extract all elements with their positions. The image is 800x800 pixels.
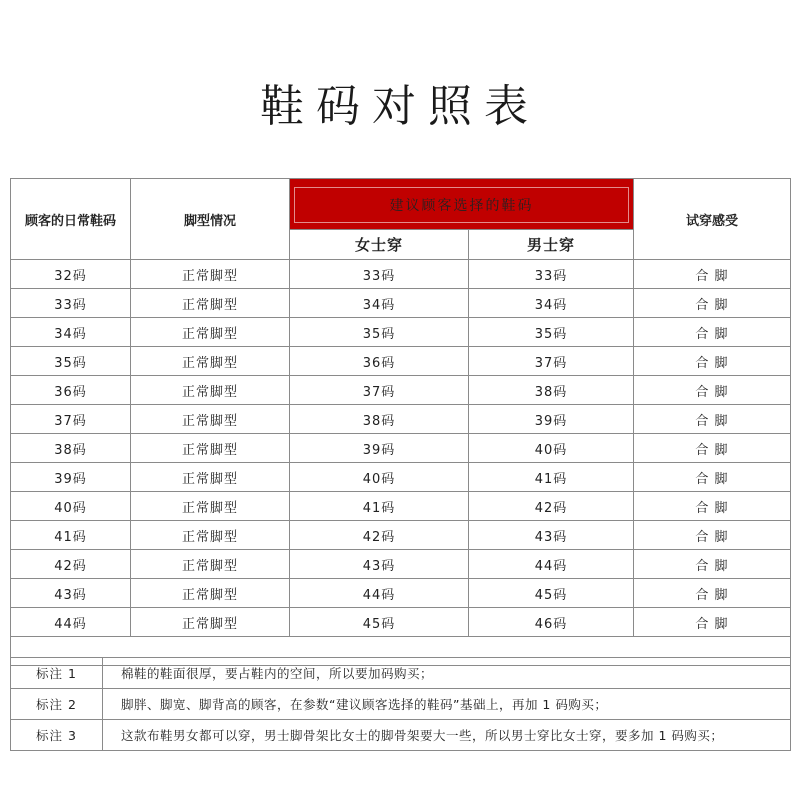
table-row [11,579,791,608]
notes-body [11,658,791,751]
table-row [11,260,791,289]
cell-women-size: 38码 [290,405,469,434]
cell-women-size: 35码 [290,318,469,347]
table-row [11,347,791,376]
note-label: 标注 1 [11,658,103,689]
cell-feel: 合 脚 [634,463,791,492]
header-women: 女士穿 [290,230,469,260]
cell-men-size: 41码 [469,463,634,492]
cell-daily-size: 39码 [11,463,131,492]
cell-women-size: 36码 [290,347,469,376]
note-text: 棉鞋的鞋面很厚，要占鞋内的空间，所以要加码购买； [103,658,791,689]
cell-foot-type: 正常脚型 [131,608,290,637]
cell-foot-type: 正常脚型 [131,376,290,405]
cell-men-size: 38码 [469,376,634,405]
cell-foot-type: 正常脚型 [131,492,290,521]
cell-men-size: 33码 [469,260,634,289]
cell-daily-size: 44码 [11,608,131,637]
cell-men-size: 34码 [469,289,634,318]
cell-women-size: 42码 [290,521,469,550]
header-daily-size: 顾客的日常鞋码 [11,179,131,260]
header-recommend [290,179,634,230]
cell-women-size: 34码 [290,289,469,318]
cell-foot-type: 正常脚型 [131,434,290,463]
table-row [11,550,791,579]
cell-women-size: 37码 [290,376,469,405]
size-chart-table [10,178,791,666]
cell-men-size: 46码 [469,608,634,637]
cell-daily-size: 32码 [11,260,131,289]
cell-women-size: 45码 [290,608,469,637]
header-feel: 试穿感受 [634,179,791,260]
cell-women-size: 39码 [290,434,469,463]
header-men: 男士穿 [469,230,634,260]
table-row [11,608,791,637]
table-row [11,376,791,405]
cell-feel: 合 脚 [634,492,791,521]
note-row [11,689,791,720]
cell-daily-size: 38码 [11,434,131,463]
table-row [11,521,791,550]
size-chart-body [11,260,791,666]
cell-foot-type: 正常脚型 [131,405,290,434]
cell-feel: 合 脚 [634,521,791,550]
cell-feel: 合 脚 [634,260,791,289]
page-title: 鞋码对照表 [260,81,540,132]
table-row [11,405,791,434]
cell-men-size: 42码 [469,492,634,521]
cell-daily-size: 41码 [11,521,131,550]
cell-feel: 合 脚 [634,289,791,318]
cell-foot-type: 正常脚型 [131,260,290,289]
cell-men-size: 40码 [469,434,634,463]
cell-women-size: 43码 [290,550,469,579]
cell-foot-type: 正常脚型 [131,289,290,318]
cell-daily-size: 37码 [11,405,131,434]
cell-men-size: 43码 [469,521,634,550]
cell-foot-type: 正常脚型 [131,550,290,579]
cell-daily-size: 42码 [11,550,131,579]
note-text: 这款布鞋男女都可以穿，男士脚骨架比女士的脚骨架要大一些，所以男士穿比女士穿，要多加 1 码购买； [103,720,791,751]
table-row [11,289,791,318]
note-row [11,658,791,689]
cell-foot-type: 正常脚型 [131,318,290,347]
cell-men-size: 44码 [469,550,634,579]
cell-feel: 合 脚 [634,376,791,405]
cell-daily-size: 35码 [11,347,131,376]
cell-daily-size: 40码 [11,492,131,521]
header-foot-type: 脚型情况 [131,179,290,260]
cell-foot-type: 正常脚型 [131,347,290,376]
cell-feel: 合 脚 [634,347,791,376]
cell-foot-type: 正常脚型 [131,463,290,492]
cell-feel: 合 脚 [634,550,791,579]
cell-foot-type: 正常脚型 [131,521,290,550]
cell-women-size: 41码 [290,492,469,521]
cell-feel: 合 脚 [634,405,791,434]
cell-daily-size: 34码 [11,318,131,347]
cell-women-size: 44码 [290,579,469,608]
note-text: 脚胖、脚宽、脚背高的顾客，在参数“建议顾客选择的鞋码”基础上，再加 1 码购买； [103,689,791,720]
note-label: 标注 2 [11,689,103,720]
cell-feel: 合 脚 [634,434,791,463]
table-row [11,318,791,347]
cell-feel: 合 脚 [634,579,791,608]
note-label: 标注 3 [11,720,103,751]
table-row [11,492,791,521]
table-row [11,434,791,463]
cell-men-size: 45码 [469,579,634,608]
cell-daily-size: 36码 [11,376,131,405]
header-recommend-label: 建议顾客选择的鞋码 [294,187,629,223]
notes-table [10,657,791,751]
cell-feel: 合 脚 [634,608,791,637]
table-row [11,463,791,492]
cell-men-size: 35码 [469,318,634,347]
cell-foot-type: 正常脚型 [131,579,290,608]
cell-men-size: 39码 [469,405,634,434]
cell-women-size: 33码 [290,260,469,289]
note-row [11,720,791,751]
cell-men-size: 37码 [469,347,634,376]
cell-daily-size: 33码 [11,289,131,318]
cell-feel: 合 脚 [634,318,791,347]
cell-women-size: 40码 [290,463,469,492]
cell-daily-size: 43码 [11,579,131,608]
